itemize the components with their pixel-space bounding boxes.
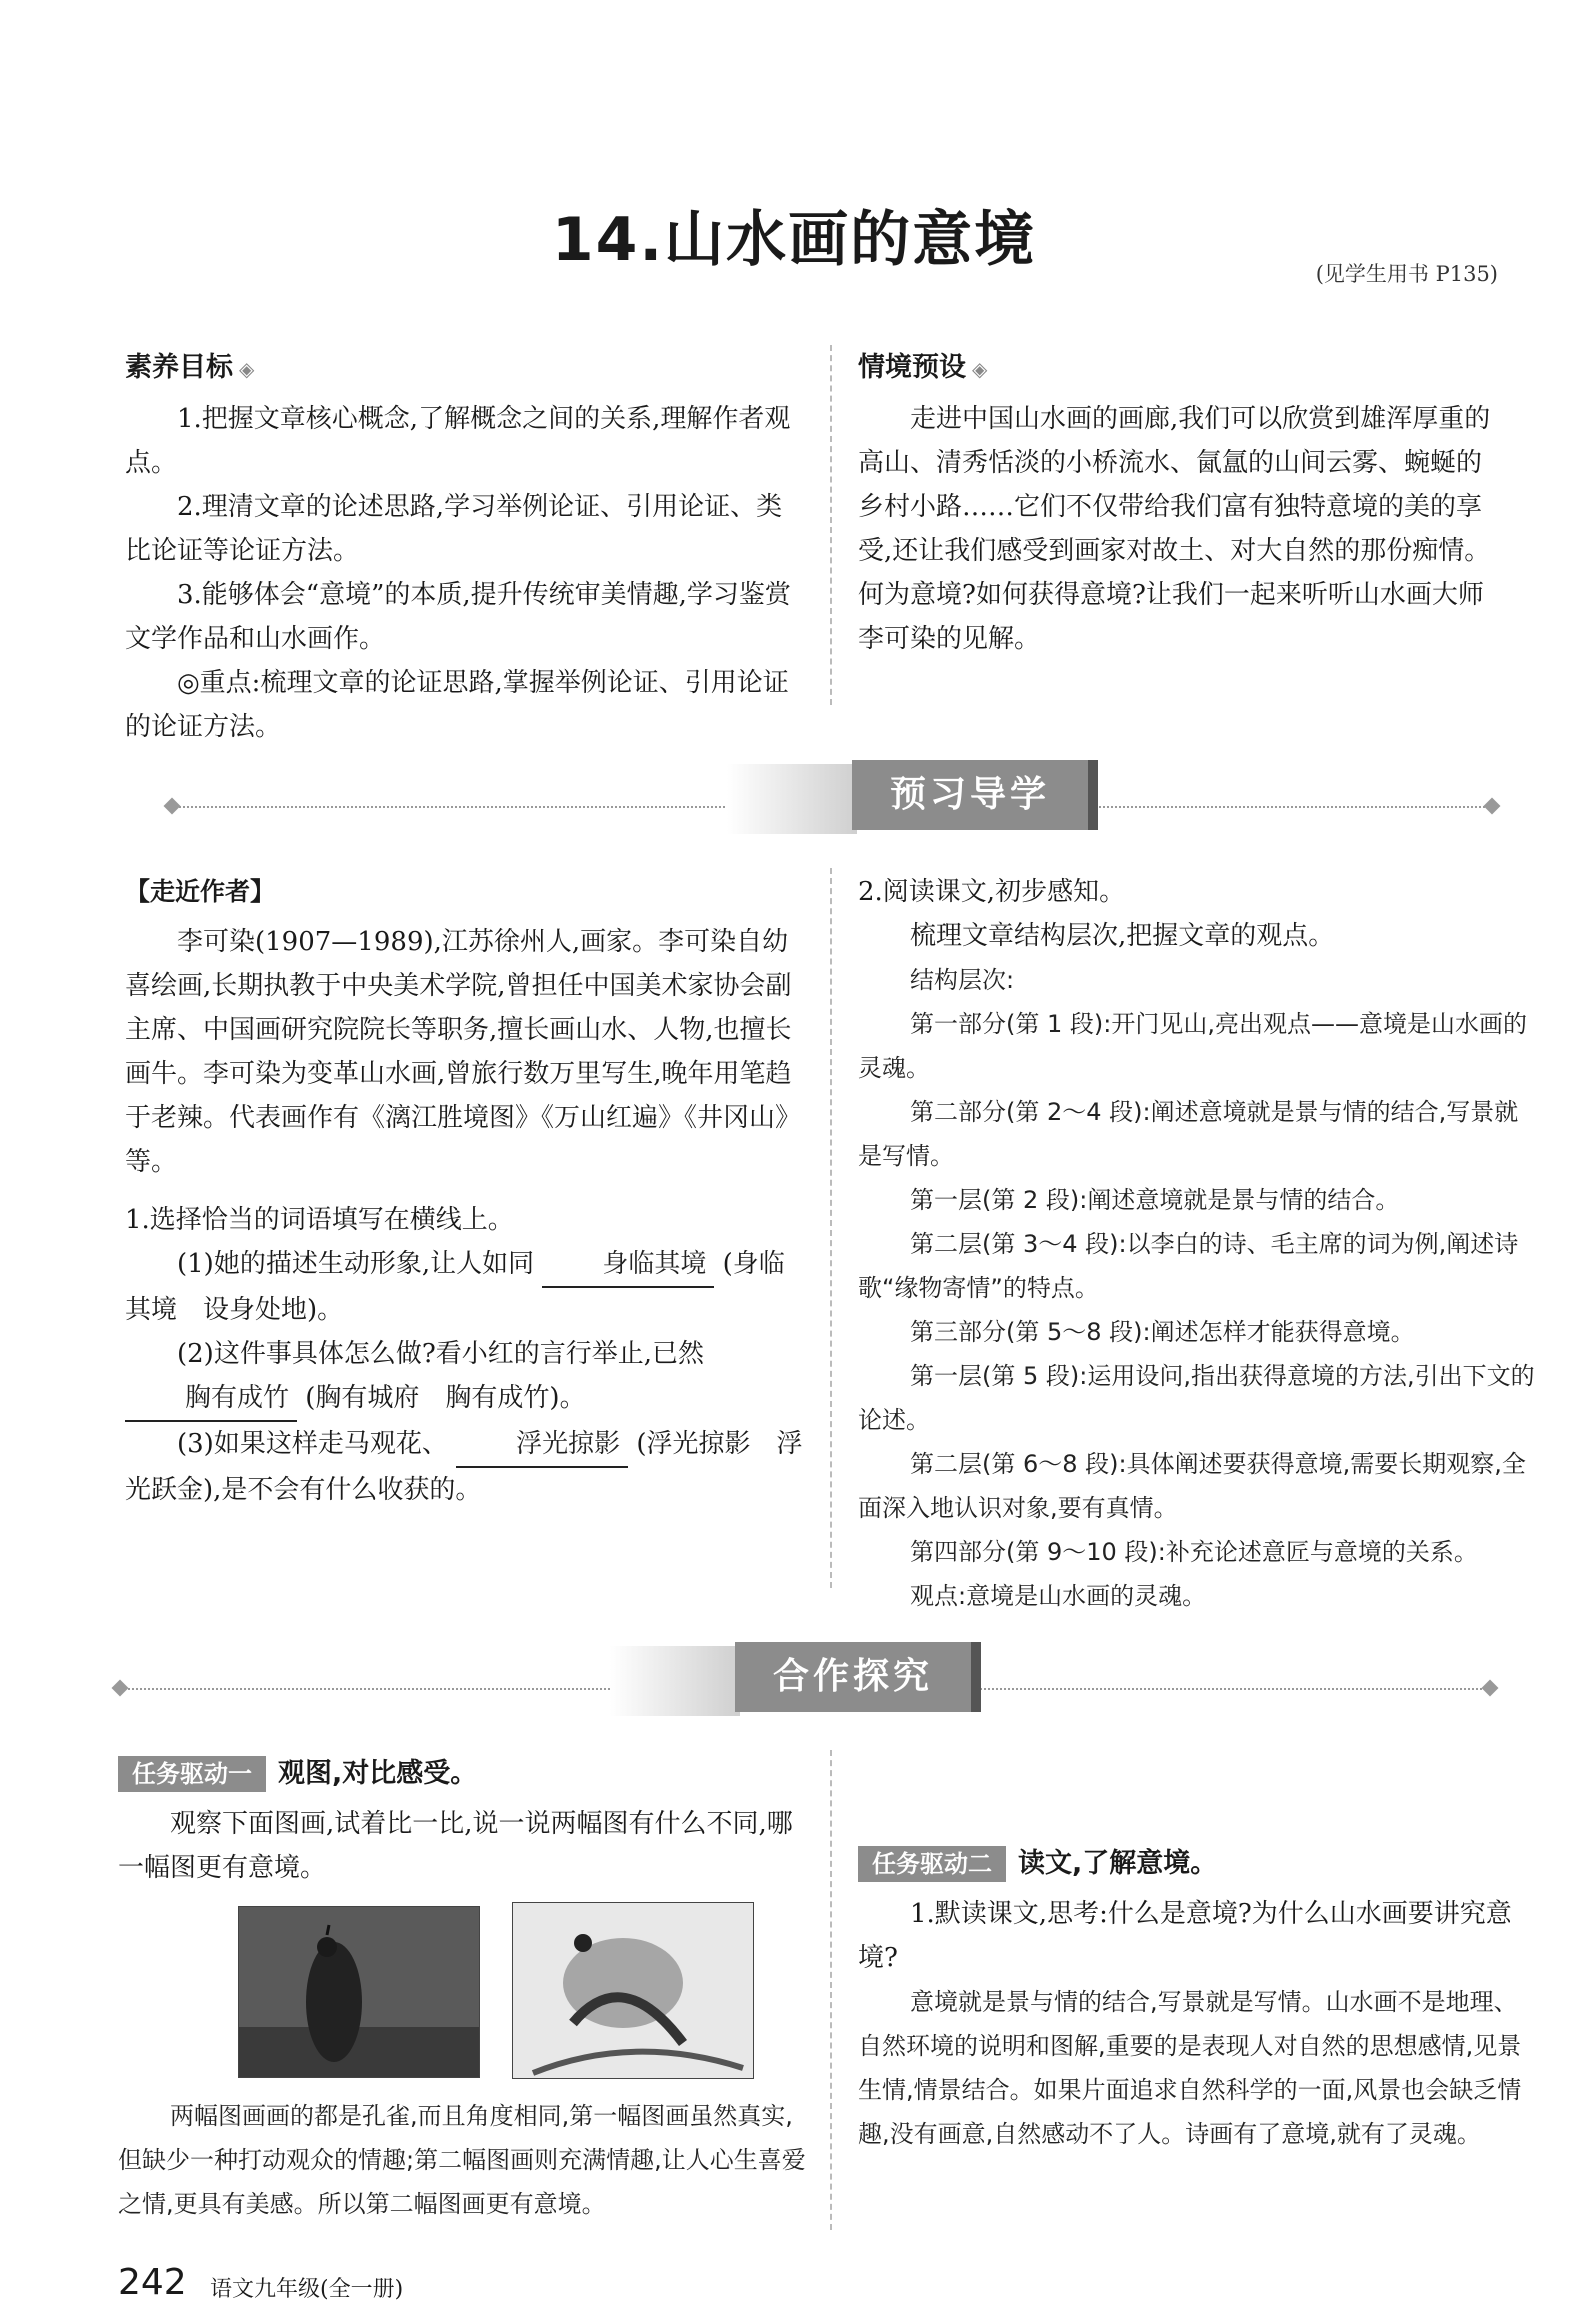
task-1-answer-text: 两幅图画画的都是孔雀,而且角度相同,第一幅图画虽然真实,但缺少一种打动观众的情趣;第二幅图画则充满情趣,让人心生喜爱之情,更具有美感。所以第二幅图画更有意境。	[118, 2102, 806, 2218]
exercise-1-question-3: (3)如果这样走马观花、 浮光掠影 (浮光掠影 浮光跃金),是不会有什么收获的。	[125, 1422, 805, 1512]
answer-blank: 胸有成竹	[125, 1376, 297, 1422]
section-banner-preview	[172, 760, 1492, 840]
column-divider	[830, 868, 832, 1588]
exercise-2-subprompt: 梳理文章结构层次,把握文章的观点。	[910, 921, 1335, 951]
peacock-painting-2	[512, 1902, 754, 2079]
author-text: 李可染(1907—1989),江苏徐州人,画家。李可染自幼喜绘画,长期执教于中央美术学院,曾担任中国美术家协会副主席、中国画研究院院长等职务,擅长画山水、人物,也擅长画牛。李可染为变革山水画,曾旅行数万里写生,晚年用笔趋于老辣。代表画作有《漓江胜境图》《万山红遍》《井冈山》等。	[125, 927, 802, 1177]
goals-section	[125, 346, 805, 749]
task-1-answer	[118, 2094, 808, 2226]
task-title: 读文,了解意境。	[1018, 1848, 1218, 1879]
scenario-text: 走进中国山水画的画廊,我们可以欣赏到雄浑厚重的高山、清秀恬淡的小桥流水、氤氲的山间云雾、蜿蜒的乡村小路……它们不仅带给我们富有独特意境的美的享受,还让我们感受到画家对故土、对大自然的那份痴情。何为意境?如何获得意境?让我们一起来听听山水画大师李可染的见解。	[858, 404, 1491, 654]
exercise-2-prompt: 2.阅读课文,初步感知。	[858, 877, 1126, 907]
task-1-header	[118, 1752, 808, 1796]
page-number: 242	[118, 2262, 187, 2303]
exercise-2	[858, 870, 1538, 1618]
peacock-ink-image	[513, 1903, 753, 2078]
answer-blank: 浮光掠影	[456, 1422, 628, 1468]
column-divider	[830, 345, 832, 705]
structure-line: 第三部分(第 5～8 段):阐述怎样才能获得意境。	[910, 1318, 1415, 1346]
exercise-1	[125, 1198, 805, 1512]
goal-item: 2.理清文章的论述思路,学习举例论证、引用论证、类比论证等论证方法。	[125, 492, 783, 566]
structure-line: 第二层(第 3～4 段):以李白的诗、毛主席的词为例,阐述诗歌“缘物寄情”的特点。	[858, 1230, 1519, 1302]
structure-line: 第二层(第 6～8 段):具体阐述要获得意境,需要长期观察,全面深入地认识对象,要有真情。	[858, 1450, 1526, 1522]
author-heading: 【走近作者】	[125, 877, 276, 906]
peacock-image	[239, 1907, 479, 2077]
diamond-icon	[112, 1680, 129, 1697]
structure-line: 第二部分(第 2～4 段):阐述意境就是景与情的结合,写景就是写情。	[858, 1098, 1519, 1170]
structure-line: 第一部分(第 1 段):开门见山,亮出观点——意境是山水画的灵魂。	[858, 1010, 1527, 1082]
task-2-question: 1.默读课文,思考:什么是意境?为什么山水画要讲究意境?	[858, 1899, 1512, 1973]
key-points: ◎重点:梳理文章的论证思路,掌握举例论证、引用论证的论证方法。	[125, 668, 789, 742]
structure-line: 结构层次:	[910, 966, 1015, 994]
banner-label: 预习导学	[852, 760, 1098, 830]
task-title: 观图,对比感受。	[278, 1758, 478, 1789]
answer-blank: 身临其境	[542, 1242, 714, 1288]
task-2-answer: 意境就是景与情的结合,写景就是写情。山水画不是地理、自然环境的说明和图解,重要的是表现人对自然的思想感情,见景生情,情景结合。如果片面追求自然科学的一面,风景也会缺乏情趣,没有画意,自然感动不了人。诗画有了意境,就有了灵魂。	[858, 1988, 1522, 2148]
structure-line: 第一层(第 2 段):阐述意境就是景与情的结合。	[910, 1186, 1400, 1214]
page-title: 14.山水画的意境	[551, 205, 1037, 275]
student-book-reference: (见学生用书 P135)	[1315, 262, 1498, 286]
diamond-icon: ◈	[972, 357, 988, 381]
book-footer: 语文九年级(全一册)	[210, 2277, 404, 2302]
structure-answer	[858, 958, 1538, 1618]
structure-line: 观点:意境是山水画的灵魂。	[910, 1582, 1207, 1610]
diamond-icon	[164, 798, 181, 815]
task-2	[858, 1842, 1538, 2156]
goal-item: 3.能够体会“意境”的本质,提升传统审美情趣,学习鉴赏文学作品和山水画作。	[125, 580, 791, 654]
structure-line: 第一层(第 5 段):运用设问,指出获得意境的方法,引出下文的论述。	[858, 1362, 1535, 1434]
goal-item: 1.把握文章核心概念,了解概念之间的关系,理解作者观点。	[125, 404, 791, 478]
section-banner-cooperation	[120, 1642, 1490, 1722]
structure-line: 第四部分(第 9～10 段):补充论述意匠与意境的关系。	[910, 1538, 1478, 1566]
diamond-icon	[1484, 798, 1501, 815]
diamond-icon	[1482, 1680, 1499, 1697]
peacock-photo-1	[238, 1906, 480, 2078]
goals-heading: 素养目标 ◈	[125, 352, 255, 383]
scenario-section	[858, 346, 1498, 661]
banner-fade	[610, 1646, 740, 1716]
task-tag: 任务驱动一	[118, 1756, 266, 1792]
task-tag: 任务驱动二	[858, 1846, 1006, 1882]
task-1	[118, 1752, 808, 1890]
exercise-1-prompt: 1.选择恰当的词语填写在横线上。	[125, 1205, 514, 1235]
task-2-header	[858, 1842, 1538, 1886]
exercise-1-question-2: (2)这件事具体怎么做?看小红的言行举止,已然 胸有成竹 (胸有城府 胸有成竹)。	[125, 1332, 805, 1422]
banner-fade	[727, 764, 857, 834]
exercise-1-question-1: (1)她的描述生动形象,让人如同 身临其境 (身临其境 设身处地)。	[125, 1242, 805, 1332]
banner-label: 合作探究	[735, 1642, 981, 1712]
scenario-heading: 情境预设 ◈	[858, 352, 988, 383]
author-section	[125, 870, 805, 1184]
task-1-prompt: 观察下面图画,试着比一比,说一说两幅图有什么不同,哪一幅图更有意境。	[118, 1809, 793, 1883]
column-divider	[830, 1750, 832, 2230]
diamond-icon: ◈	[239, 357, 255, 381]
